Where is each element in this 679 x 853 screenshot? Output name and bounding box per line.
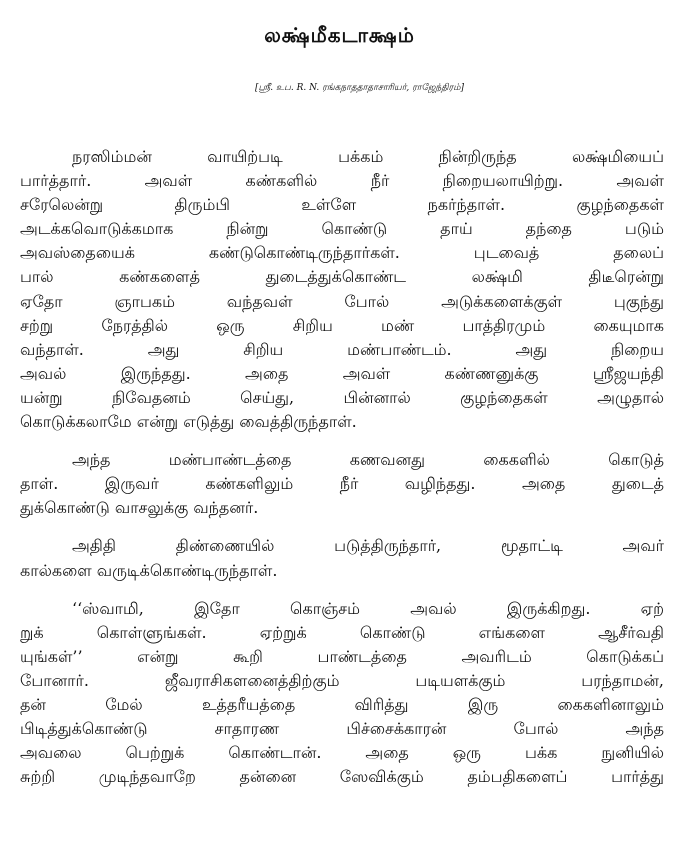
text-line: யன்று நிவேதனம் செய்து, பின்னால் குழந்தைகள் அழுதால்	[20, 387, 664, 407]
text-line: கொடுக்கலாமே என்று எடுத்து வைத்திருந்தாள்.	[20, 412, 357, 432]
text-line: அதிதி திண்ணையில் படுத்திருந்தார், மூதாட்டி அவர்	[72, 536, 664, 556]
text-line: பார்த்தார். அவள் கண்களில் நீர் நிறையலாயிற்று. அவள்	[20, 171, 664, 191]
text-line: கால்களை வருடிக்கொண்டிருந்தாள்.	[20, 560, 278, 580]
text-line: அவஸ்தையைக் கண்டுகொண்டிருந்தார்கள். புடவைத் தலைப்	[20, 243, 664, 263]
story-title: லக்ஷ்மீகடாக்ஷம்	[264, 23, 415, 47]
text-line: சற்று நேரத்தில் ஒரு சிறிய மண் பாத்திரமும் கையுமாக	[20, 315, 664, 335]
text-line: ‘‘ஸ்வாமி, இதோ கொஞ்சம் அவல் இருக்கிறது. ஏற்	[72, 598, 664, 618]
text-line: வந்தாள். அது சிறிய மண்பாண்டம். அது நிறைய	[20, 339, 664, 359]
text-line: தாள். இருவர் கண்களிலும் நீர் வழிந்தது. அதை துடைத்	[20, 474, 664, 494]
text-line: அந்த மண்பாண்டத்தை கணவனது கைகளில் கொடுத்	[72, 450, 664, 470]
text-line: சுற்றி முடிந்தவாறே தன்னை ஸேவிக்கும் தம்பதிகளைப் பார்த்து	[20, 767, 664, 787]
text-line: துக்கொண்டு வாசலுக்கு வந்தனர்.	[20, 498, 259, 518]
text-line: பிடித்துக்கொண்டு சாதாரண பிச்சைக்காரன் போல் அந்த	[20, 719, 664, 739]
text-line: போனார். ஜீவராசிகளனைத்திற்கும் படியளக்கும் பரந்தாமன்,	[20, 670, 664, 690]
text-line: றுக் கொள்ளுங்கள். ஏற்றுக் கொண்டு எங்களை ஆசீர்வதி	[20, 622, 664, 642]
text-line: சரேலென்று திரும்பி உள்ளே நகர்ந்தாள். குழந்தைகள்	[20, 195, 664, 215]
text-line: தன் மேல் உத்தரீயத்தை விரித்து இரு கைகளினாலும்	[20, 694, 664, 714]
text-line: ஏதோ ஞாபகம் வந்தவள் போல் அடுக்களைக்குள் புகுந்து	[20, 291, 664, 311]
paragraph-2	[20, 448, 664, 520]
text-line: பால் கண்களைத் துடைத்துக்கொண்ட லக்ஷ்மி திடீரென்று	[20, 267, 664, 287]
text-line: அடக்கவொடுக்கமாக நின்று கொண்டு தாய் தந்தை படும்	[20, 219, 664, 239]
author-byline: [ஸ்ரீ. உப. R. N. ரங்கநாததாதாசாரியர், ராஜேந்திரம்]	[255, 83, 464, 93]
story-body	[20, 145, 664, 803]
text-line: அவல் இருந்தது. அதை அவள் கண்ணனுக்கு ஸ்ரீஜயந்தி	[20, 363, 664, 383]
text-line: யுங்கள்’’ என்று கூறி பாண்டத்தை அவரிடம் கொடுக்கப்	[20, 646, 664, 666]
text-line: நரஸிம்மன் வாயிற்படி பக்கம் நின்றிருந்த லக்ஷ்மியைப்	[72, 147, 664, 166]
paragraph-4	[20, 597, 664, 790]
paragraph-3	[20, 534, 664, 582]
paragraph-1	[20, 145, 664, 434]
text-line: அவலை பெற்றுக் கொண்டான். அதை ஒரு பக்க நுனியில்	[20, 743, 664, 763]
